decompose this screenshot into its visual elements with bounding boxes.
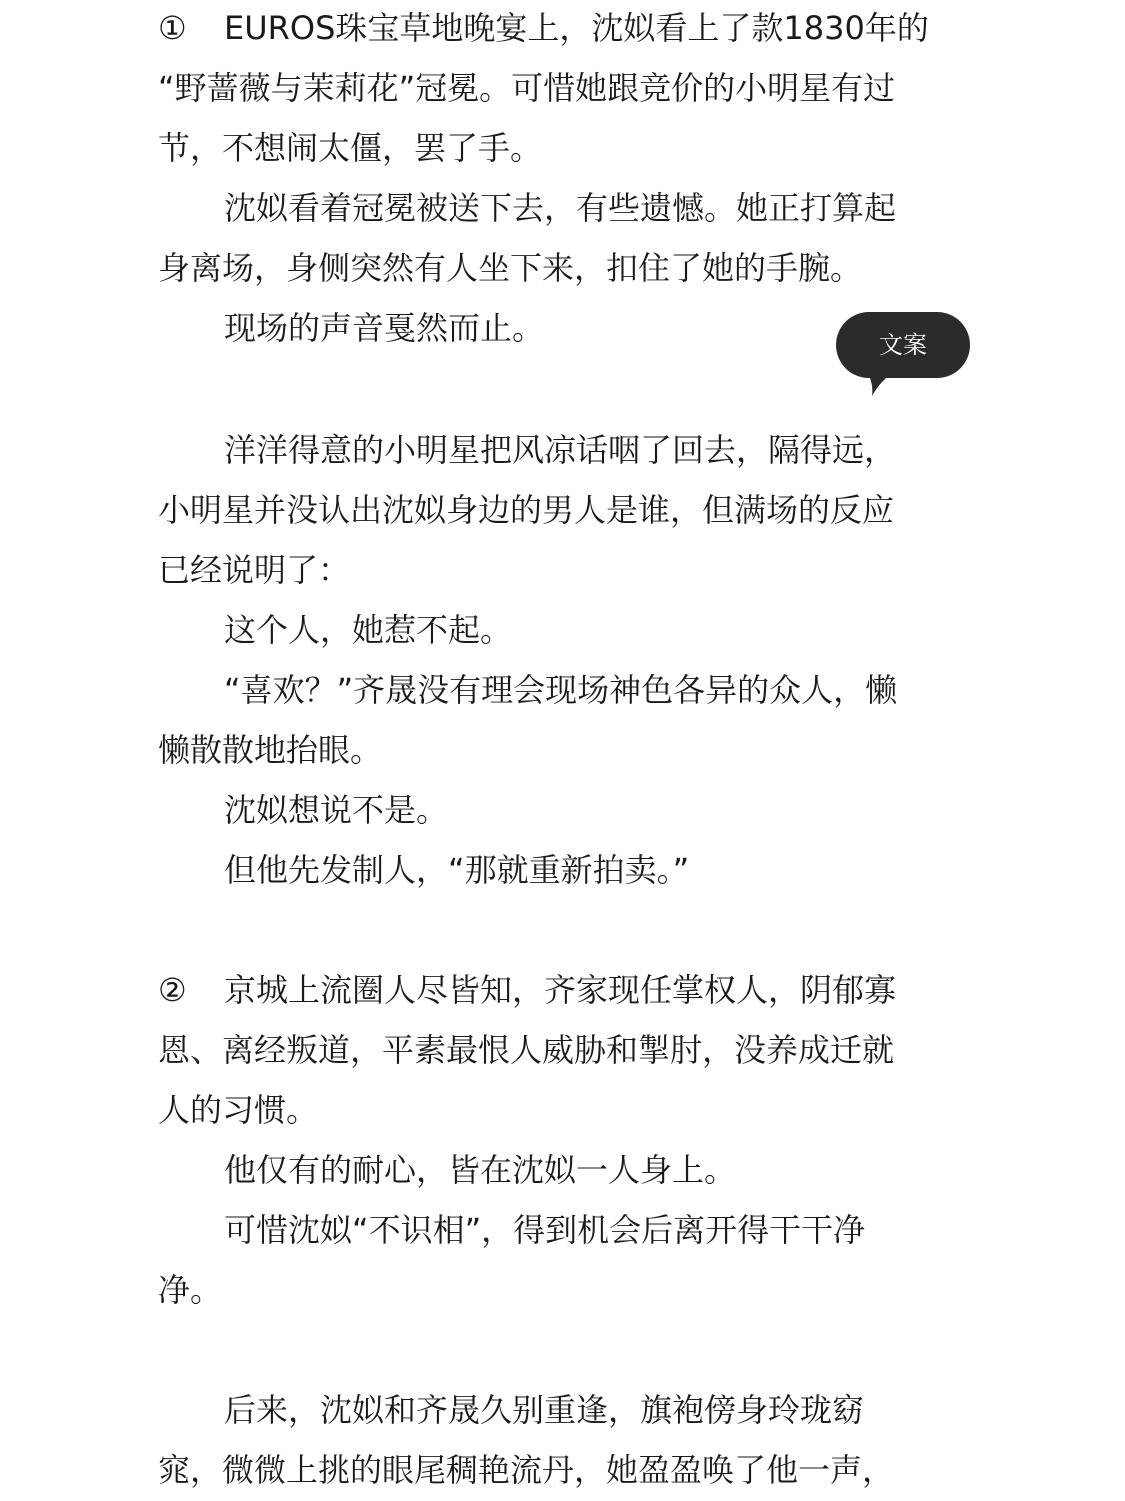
section-2-number: ② (158, 971, 187, 1009)
text-line: 沈姒想说不是。 (224, 791, 449, 829)
text-line: “喜欢？”齐晟没有理会现场神色各异的众人，懒 (224, 671, 898, 709)
text-line: 节，不想闹太僵，罢了手。 (158, 129, 543, 167)
text-line: 京城上流圈人尽皆知，齐家现任掌权人，阴郁寡 (224, 971, 897, 1009)
text-line: 身离场，身侧突然有人坐下来，扣住了她的手腕。 (158, 249, 863, 287)
text-line: 后来，沈姒和齐晟久别重逢，旗袍傍身玲珑窈 (224, 1391, 865, 1429)
text-line: 沈姒看着冠冕被送下去，有些遗憾。她正打算起 (224, 189, 897, 227)
text-line: 净。 (158, 1271, 223, 1309)
text-line: 小明星并没认出沈姒身边的男人是谁，但满场的反应 (158, 491, 895, 529)
section-1-number: ① (158, 9, 187, 47)
speech-bubble-tail-icon (862, 368, 902, 398)
text-line: 他仅有的耐心，皆在沈姒一人身上。 (224, 1151, 737, 1189)
speech-bubble-label: 文案 (836, 312, 970, 378)
text-line: 但他先发制人，“那就重新拍卖。” (224, 851, 690, 889)
text-line: 人的习惯。 (158, 1091, 319, 1129)
text-line: 洋洋得意的小明星把风凉话咽了回去，隔得远， (224, 431, 897, 469)
text-line: EUROS珠宝草地晚宴上，沈姒看上了款1830年的 (224, 9, 929, 47)
text-line: 可惜沈姒“不识相”，得到机会后离开得干干净 (224, 1211, 866, 1249)
text-line: 这个人，她惹不起。 (224, 611, 513, 649)
text-line: 已经说明了： (158, 551, 351, 589)
text-line: “野蔷薇与茉莉花”冠冕。可惜她跟竞价的小明星有过 (158, 69, 896, 107)
text-line: 懒散散地抬眼。 (158, 731, 383, 769)
section-1-first-line (158, 8, 929, 48)
text-line: 窕，微微上挑的眼尾稠艳流丹，她盈盈唤了他一声， (158, 1451, 895, 1489)
text-line: 现场的声音戛然而止。 (224, 309, 545, 347)
section-2-first-line (158, 970, 896, 1010)
text-line: 恩、离经叛道，平素最恨人威胁和掣肘，没养成迁就 (158, 1031, 895, 1069)
